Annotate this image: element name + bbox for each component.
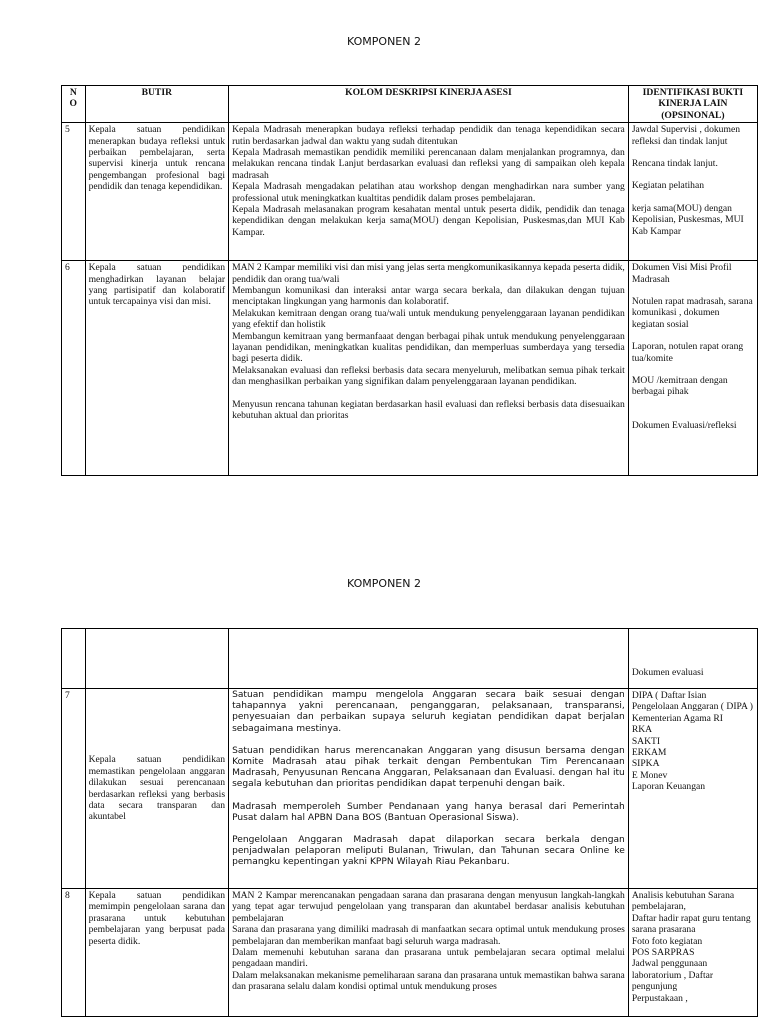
bukti-cell	[628, 689, 757, 889]
deskripsi-line: Dalam memenuhi kebutuhan sarana dan prasarana untuk pembelajaran secara optimal melalui pengadaan mandiri.	[232, 947, 625, 970]
deskripsi-line: Menyusun rencana tahunan kegiatan berdasarkan hasil evaluasi dan refleksi berbasis data disesuaikan kebutuhan aktual dan prioritas	[232, 398, 625, 422]
butir-cell: Kepala satuan pendidikan memastikan pengelolaan anggaran dilakukan sesuai perencanaan berdasarkan refleksi yang berbasis data secara transparan dan akuntabel	[85, 689, 229, 889]
row-number: 5	[62, 123, 86, 261]
butir-cell: Kepala satuan pendidikan memimpin pengelolaan sarana dan prasarana untuk kebutuhan pembelajaran yang berpusat pada peserta didik.	[85, 889, 229, 1017]
page-title-2: KOMPONEN 2	[347, 577, 421, 590]
butir-cell	[85, 629, 229, 689]
row-number: 8	[62, 889, 86, 1017]
header-deskripsi: KOLOM DESKRIPSI KINERJA ASESI	[229, 86, 629, 123]
butir-cell: Kepala satuan pendidikan menerapkan budaya refleksi untuk perbaikan pembelajaran, serta supervisi kinerja untuk rencana pengembangan profesional bagi pendidik dan tenaga kependidikan.	[85, 123, 229, 261]
deskripsi-line: Kepala Madrasah mengadakan pelatihan atau workshop dengan menghadirkan nara sumber yang professional utuk meningkatkan kualtitas pendidik dalam proses pembelajaran.	[232, 181, 625, 204]
deskripsi-line: Melaksanakan evaluasi dan refleksi berbasis data secara menyeluruh, melibatkan semua pihak terkait dan menghasilkan perbaikan yang signifikan dalam penyelenggaraan layanan pendidikan.	[232, 364, 625, 388]
header-bukti: IDENTIFIKASI BUKTI KINERJA LAIN (OPSINONAL)	[628, 86, 757, 123]
page-title-1: KOMPONEN 2	[347, 35, 421, 48]
bukti-line: DIPA ( Daftar Isian Pengelolaan Anggaran ( DIPA ) Kementerian Agama RI	[631, 690, 753, 724]
deskripsi-line: MAN 2 Kampar memiliki visi dan misi yang jelas serta mengkomunikasikannya kepada peserta didik, pendidik dan orang tua/wali	[232, 262, 625, 285]
header-butir: BUTIR	[85, 86, 229, 123]
bukti-cell	[628, 123, 757, 261]
deskripsi-line: Pengelolaan Anggaran Madrasah dapat dilaporkan secara berkala dengan penjadwalan pelaporan meliputi Bulanan, Triwulan, dan Tahunan secara Online ke pemangku kepentingan yakni KPPN Wilayah Riau Pekanbaru.	[232, 835, 625, 868]
deskripsi-line: Satuan pendidikan mampu mengelola Anggaran secara baik sesuai dengan tahapannya yakni perencanaan, penganggaran, pelaksanaan, transparansi, penyesuaian dan perbaikan supaya seluruh kegiatan pendidikan dapat berjalan sebagaimana mestinya.	[232, 690, 625, 734]
bukti-line: E Monev	[631, 769, 668, 781]
bukti-line: Jadwal penggunaan laboratorium , Daftar pengunjung	[631, 958, 714, 993]
deskripsi-line: Kepala Madrasah memastikan pendidik memiliki perencanaan dalam menjalankan programnya, dan melakukan rencana tindak Lanjut berdasarkan evaluasi dan refleksi yang di sampaikan oleh kepala madrasah	[232, 147, 625, 181]
bukti-line: POS SARPRAS	[631, 947, 695, 959]
komponen-table-1	[61, 85, 758, 476]
deskripsi-line: Sarana dan prasarana yang dimiliki madrasah di manfaatkan secara optimal untuk mendukung proses pembelajaran dan memberikan manfaat bagi seluruh warga madrasah.	[232, 924, 625, 947]
table-row	[62, 629, 758, 689]
deskripsi-cell	[229, 629, 629, 689]
deskripsi-line: Madrasah memperoleh Sumber Pendanaan yang hanya berasal dari Pemerintah Pusat dalam hal APBN Dana BOS (Bantuan Operasional Siswa).	[232, 801, 625, 823]
table-header-row	[62, 86, 758, 123]
deskripsi-cell	[229, 689, 629, 889]
bukti-line: Perpustakaan ,	[631, 992, 688, 1004]
row-number	[62, 629, 86, 689]
table-row	[62, 689, 758, 889]
bukti-cell: Dokumen evaluasi	[628, 629, 757, 689]
bukti-cell	[628, 261, 757, 476]
table-row	[62, 261, 758, 476]
deskripsi-line: Membangun kemitraan yang bermanfaaat dengan berbagai pihak untuk mendukung penyelenggaraan layanan pendidikan, meningkatkan kualitas pendidikan, dan memperluas sumberdaya yang tersedia bagi peserta didik.	[232, 330, 625, 365]
row-number: 7	[62, 689, 86, 889]
bukti-line: Analisis kebutuhan Sarana pembelajaran,	[631, 890, 735, 913]
deskripsi-cell	[229, 889, 629, 1017]
bukti-line: Rencana tindak lanjut.	[631, 158, 718, 170]
bukti-line: Laporan Keuangan	[631, 781, 706, 793]
bukti-line: SIPKA	[631, 758, 660, 770]
table-row	[62, 889, 758, 1017]
butir-cell: Kepala satuan pendidikan menghadirkan layanan belajar yang partisipatif dan kolaboratif untuk tercapainya visi dan misi.	[85, 261, 229, 476]
bukti-line: Laporan, notulen rapat orang tua/komite	[631, 341, 744, 364]
deskripsi-line: Satuan pendidikan harus merencanakan Anggaran yang disusun bersama dengan Komite Madrasah atau pihak terkait dengan Pembentukan Tim Perencanaan Madrasah, Penyusunan Rencana Anggaran, Pelaksanaan dan Evaluasi. dengan hal itu segala kebutuhan dan prioritas pendidikan dapat terpenuhi dengan baik.	[232, 745, 625, 790]
bukti-line: Jawdal Supervisi , dokumen refleksi dan tindak lanjut	[631, 124, 740, 147]
bukti-line: Dokumen Visi Misi Profil Madrasah	[631, 262, 732, 285]
deskripsi-cell	[229, 123, 629, 261]
bukti-cell	[628, 889, 757, 1017]
row-number: 6	[62, 261, 86, 476]
table-row	[62, 123, 758, 261]
bukti-line: MOU /kemitraan dengan berbagai pihak	[631, 375, 728, 398]
deskripsi-line: MAN 2 Kampar merencanakan pengadaan sarana dan prasarana dengan menyusun langkah-langkah yang tepat agar terwujud pengelolaan yang transparan dan akuntabel berdasar analisis kebutuhan pembelajaran	[232, 890, 625, 924]
deskripsi-line: Melakukan kemitraan dengan orang tua/wali untuk mendukung penyelenggaraan layanan pendidikan yang efektif dan holistik	[232, 307, 625, 331]
deskripsi-line: Membangun komunikasi dan interaksi antar warga secara berkala, dan dilakukan dengan tujuan menciptakan lingkungan yang harmonis dan kolaboratif.	[232, 285, 625, 308]
bukti-line: Foto foto kegiatan	[631, 935, 703, 947]
bukti-line: ERKAM	[631, 747, 667, 759]
header-no: N O	[62, 86, 86, 123]
bukti-line: kerja sama(MOU) dengan Kepolisian, Puskesmas, MUI Kab Kampar	[631, 202, 744, 237]
bukti-line: RKA	[631, 724, 653, 736]
bukti-line: Notulen rapat madrasah, sarana komunikasi , dokumen kegiatan sosial	[631, 296, 753, 330]
deskripsi-line: Kepala Madrasah melasanakan program kesahatan mental untuk peserta didik, pendidik dan tenaga kependidikan dengan melakukan kerja sama(MOU) dengan Kepolisian, Puskesmas,dan MUI Kab Kampar.	[232, 204, 625, 238]
deskripsi-line: Dalam melaksanakan mekanisme pemeliharaan sarana dan prasarana untuk memastikan bahwa sarana dan prasarana selalu dalam kondisi optimal untuk mendukung proses	[232, 969, 625, 993]
komponen-table-2	[61, 628, 758, 1017]
bukti-line: Daftar hadir rapat guru tentang sarana prasarana	[631, 912, 751, 936]
bukti-line: Dokumen Evaluasi/refleksi	[631, 419, 737, 431]
bukti-line: Kegiatan pelatihan	[631, 180, 704, 192]
deskripsi-line: Kepala Madrasah menerapkan budaya refleksi terhadap pendidik dan tenaga kependidikan secara rutin berdasarkan jadwal dan waktu yang sudah ditentukan	[232, 124, 625, 147]
deskripsi-cell	[229, 261, 629, 476]
bukti-line: SAKTI	[631, 735, 661, 747]
